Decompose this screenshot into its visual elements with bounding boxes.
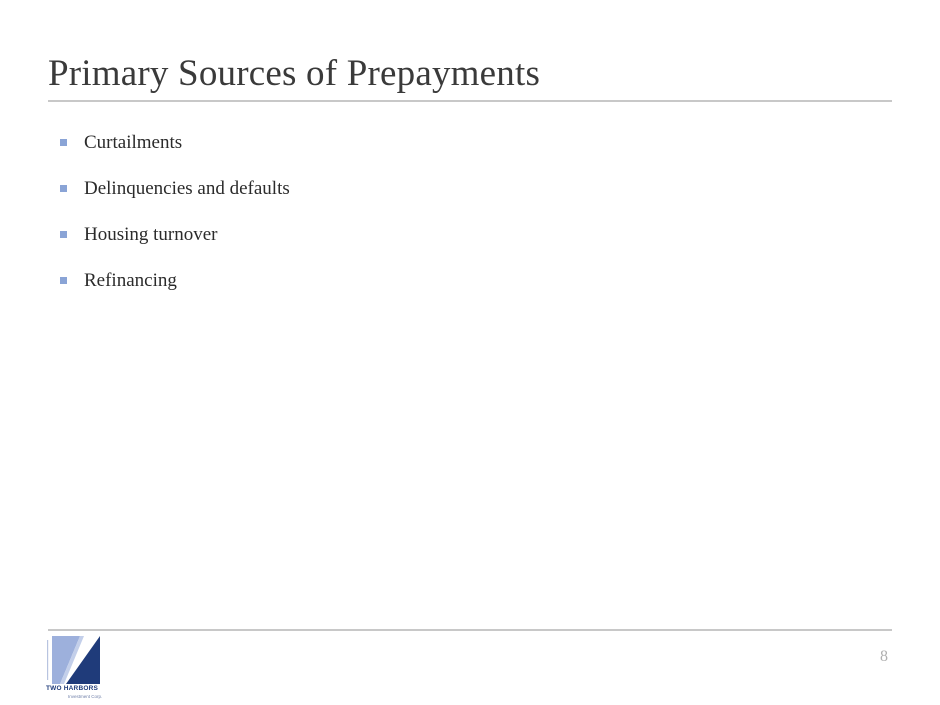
bullet-item: [60, 269, 290, 315]
bullet-text: Curtailments: [84, 132, 183, 153]
company-logo: [44, 634, 106, 702]
logo-subtitle: Investment Corp.: [68, 694, 103, 699]
square-bullet-icon: [60, 277, 67, 284]
square-bullet-icon: [60, 139, 67, 146]
bullet-list: [60, 131, 290, 315]
logo-name: TWO HARBORS: [46, 685, 99, 692]
bullet-item: [60, 177, 290, 223]
two-harbors-logo-icon: [44, 634, 106, 686]
page-number: 8: [880, 648, 888, 665]
bullet-text: Housing turnover: [84, 224, 218, 245]
square-bullet-icon: [60, 185, 67, 192]
bullet-item: [60, 131, 290, 177]
slide-title: Primary Sources of Prepayments: [48, 53, 541, 94]
bullet-text: Delinquencies and defaults: [84, 178, 290, 199]
square-bullet-icon: [60, 231, 67, 238]
bullet-item: [60, 223, 290, 269]
bullet-text: Refinancing: [84, 270, 177, 291]
title-divider: [48, 100, 892, 102]
footer-divider: [48, 629, 892, 631]
